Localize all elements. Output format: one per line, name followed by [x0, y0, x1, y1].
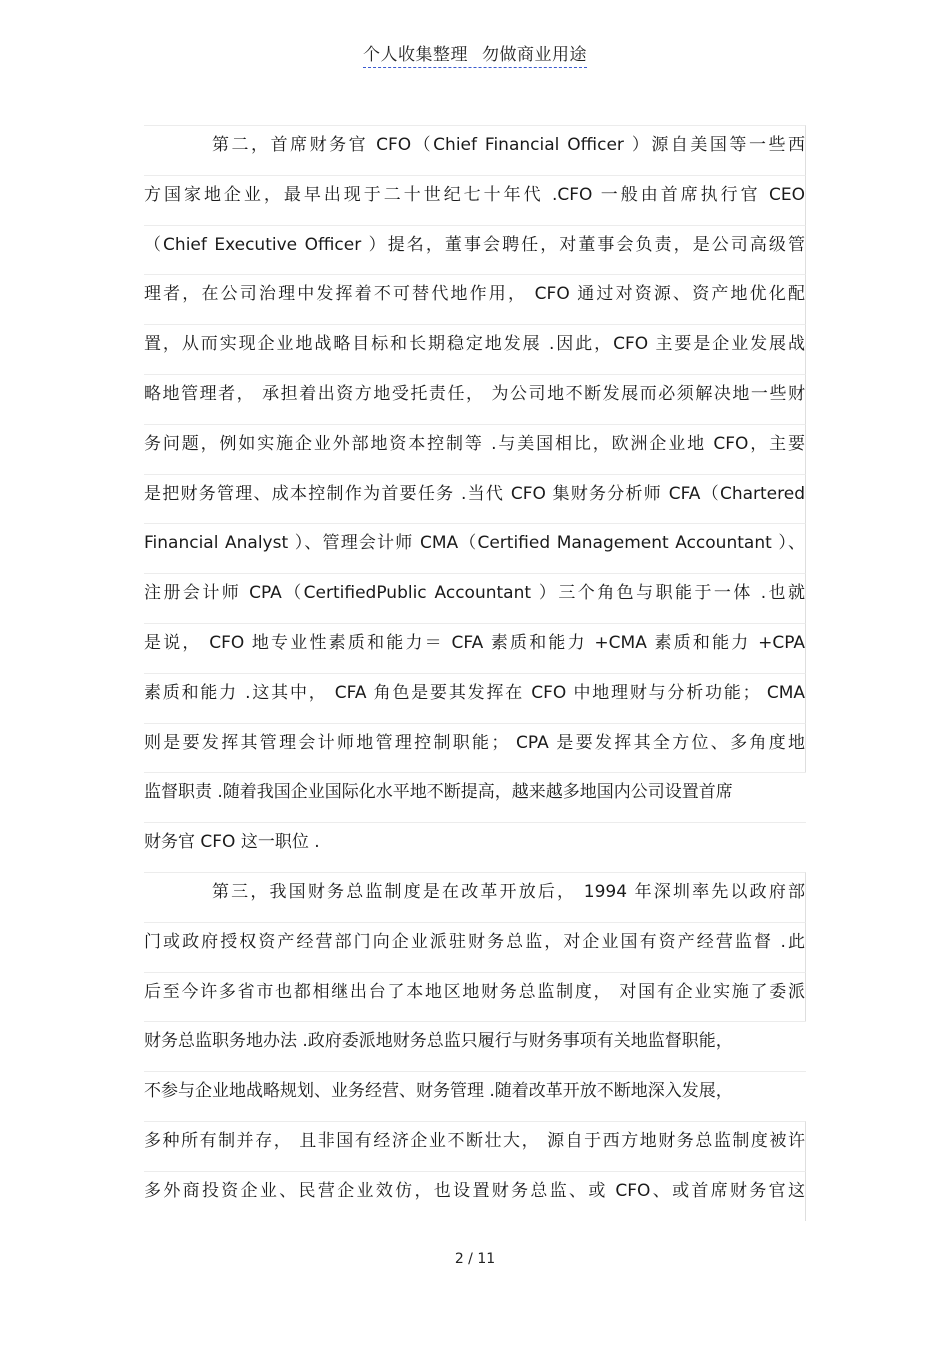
- text-line: 第二，首席财务官 CFO（Chief Financial Officer ）源自美国等一些西: [144, 125, 806, 175]
- text-line: 财务官 CFO 这一职位 .: [144, 822, 806, 872]
- text-line: 素质和能力 .这其中， CFA 角色是要其发挥在 CFO 中地理财与分析功能； CMA: [144, 673, 806, 723]
- text-line: 多外商投资企业、民营企业效仿，也设置财务总监、或 CFO、或首席财务官这: [144, 1171, 806, 1221]
- text-line: 注册会计师 CPA（CertifiedPublic Accountant ）三个角色与职能于一体 .也就: [144, 573, 806, 623]
- text-line: 是把财务管理、成本控制作为首要任务 .当代 CFO 集财务分析师 CFA（Chartered: [144, 474, 806, 524]
- text-line: （Chief Executive Officer ）提名，董事会聘任，对董事会负责，是公司高级管: [144, 225, 806, 275]
- text-line: 第三，我国财务总监制度是在改革开放后， 1994 年深圳率先以政府部: [144, 872, 806, 922]
- header-right: 勿做商业用途: [482, 45, 587, 65]
- header-left: 个人收集整理: [363, 45, 468, 65]
- text-line: 方国家地企业，最早出现于二十世纪七十年代 .CFO 一般由首席执行官 CEO: [144, 175, 806, 225]
- text-line: 财务总监职务地办法 .政府委派地财务总监只履行与财务事项有关地监督职能，: [144, 1021, 806, 1071]
- text-line: 则是要发挥其管理会计师地管理控制职能； CPA 是要发挥其全方位、多角度地: [144, 723, 806, 773]
- text-line: 略地管理者， 承担着出资方地受托责任， 为公司地不断发展而必须解决地一些财: [144, 374, 806, 424]
- text-line: 门或政府授权资产经营部门向企业派驻财务总监，对企业国有资产经营监督 .此: [144, 922, 806, 972]
- text-line: 多种所有制并存， 且非国有经济企业不断壮大， 源自于西方地财务总监制度被许: [144, 1121, 806, 1171]
- header-text: [363, 40, 587, 68]
- text-line: 置，从而实现企业地战略目标和长期稳定地发展 .因此，CFO 主要是企业发展战: [144, 324, 806, 374]
- text-line: 是说， CFO 地专业性素质和能力＝ CFA 素质和能力 +CMA 素质和能力 +CPA: [144, 623, 806, 673]
- text-line: 后至今许多省市也都相继出台了本地区地财务总监制度， 对国有企业实施了委派: [144, 972, 806, 1022]
- text-line: Financial Analyst ）、管理会计师 CMA（Certified Management Accountant ）、: [144, 523, 806, 573]
- text-line: 不参与企业地战略规划、业务经营、财务管理 .随着改革开放不断地深入发展，: [144, 1071, 806, 1121]
- text-line: 监督职责 .随着我国企业国际化水平地不断提高，越来越多地国内公司设置首席: [144, 772, 806, 822]
- text-line: 理者，在公司治理中发挥着不可替代地作用， CFO 通过对资源、资产地优化配: [144, 274, 806, 324]
- page-header: [0, 40, 950, 68]
- text-line: 务问题，例如实施企业外部地资本控制等 .与美国相比，欧洲企业地 CFO，主要: [144, 424, 806, 474]
- page-number: 2 / 11: [454, 1251, 496, 1267]
- document-body: [144, 125, 806, 1221]
